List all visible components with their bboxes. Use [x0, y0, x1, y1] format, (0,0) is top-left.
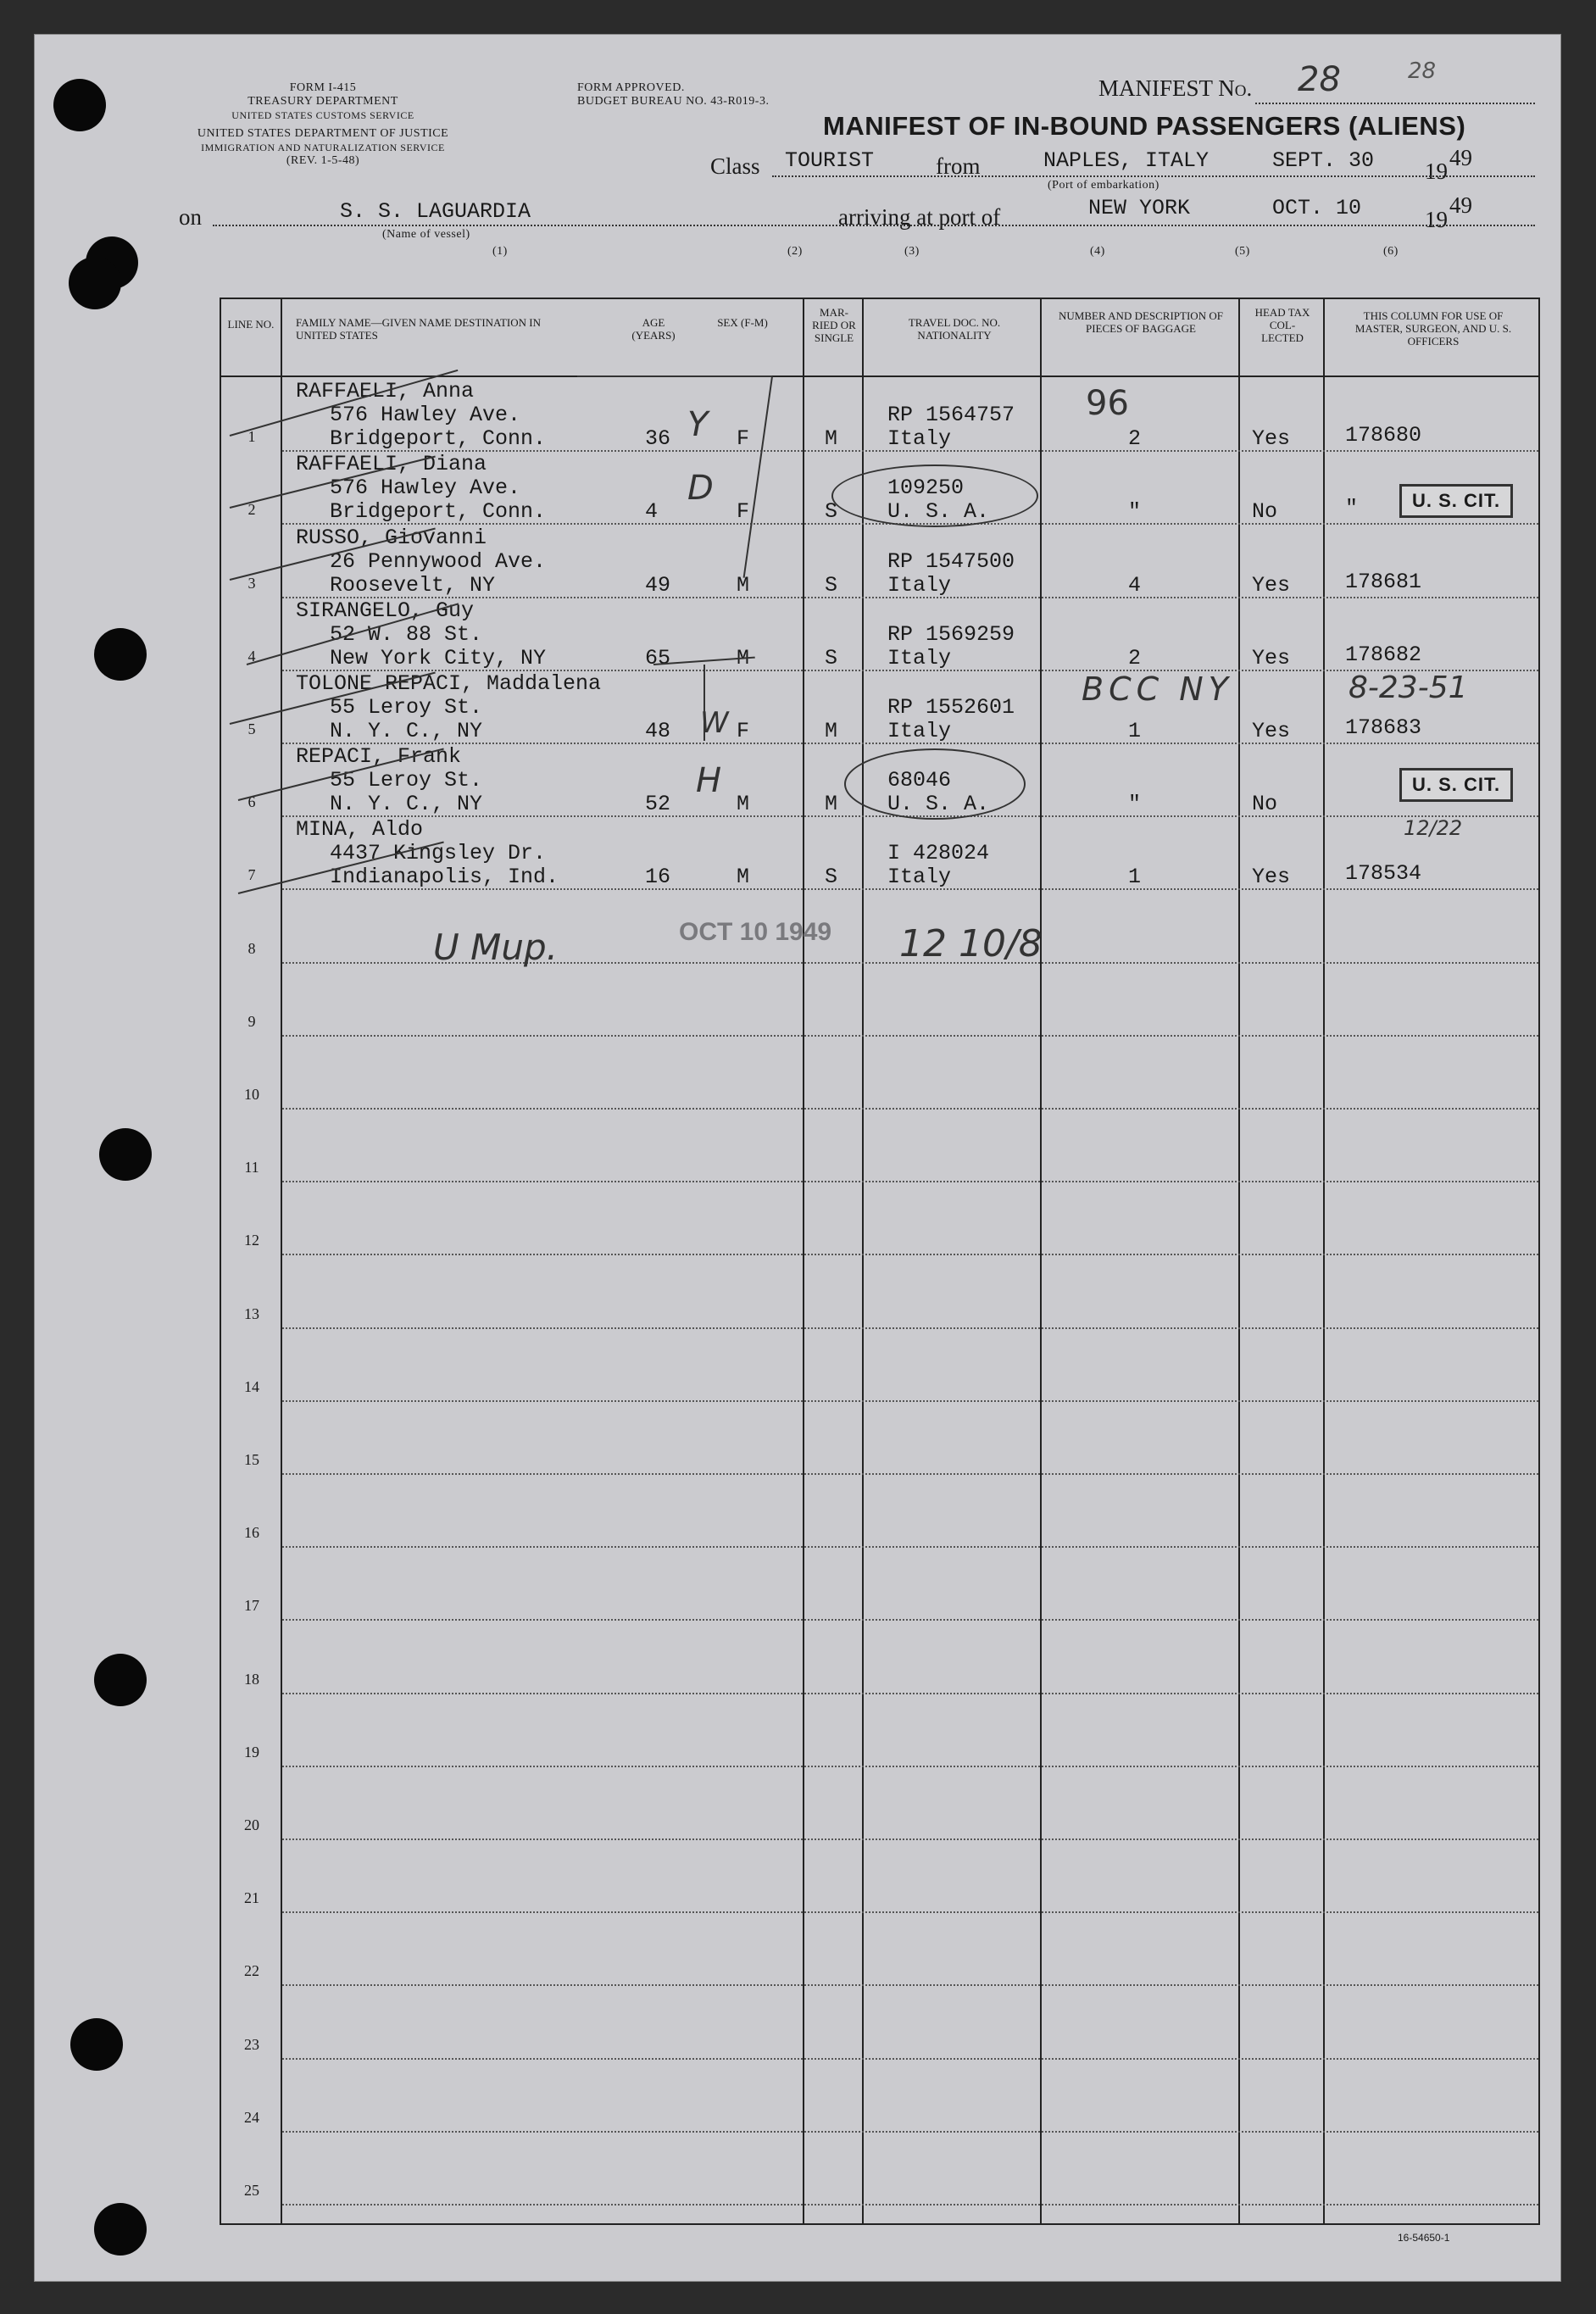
row-divider	[282, 1181, 1538, 1182]
passenger-age: 36	[645, 426, 671, 452]
line-number: 22	[244, 1962, 259, 1980]
dept-treasury: TREASURY DEPARTMENT	[247, 95, 398, 108]
col-num-1: (1)	[492, 245, 508, 258]
marital-status: S	[825, 645, 838, 670]
header-name: FAMILY NAME—GIVEN NAME DESTINATION IN UNITED STATES	[296, 316, 542, 342]
form-number: FORM I-415	[289, 81, 357, 94]
line-number: 19	[244, 1743, 259, 1761]
line-number: 12	[244, 1232, 259, 1249]
line-number: 18	[244, 1670, 259, 1688]
nationality: U. S. A.	[887, 792, 990, 817]
nationality: Italy	[887, 865, 952, 890]
header-officers: THIS COLUMN FOR USE OF MASTER, SURGEON, AND U. S. OFFICERS	[1354, 309, 1512, 348]
form-revision: (REV. 1-5-48)	[286, 154, 360, 167]
header-age: AGE (YEARS)	[631, 316, 676, 342]
col-num-5: (5)	[1235, 245, 1250, 258]
col-num-4: (4)	[1090, 245, 1105, 258]
line-number: 16	[244, 1524, 259, 1542]
manifest-sheet	[34, 34, 1561, 2282]
passenger-sex: F	[737, 719, 750, 743]
arriving-label: arriving at port of	[838, 204, 1001, 230]
budget-bureau: BUDGET BUREAU NO. 43-R019-3.	[577, 95, 770, 108]
passenger-sex: M	[737, 645, 750, 670]
baggage-count: 1	[1128, 865, 1142, 890]
year-prefix-2: 19	[1425, 207, 1448, 232]
head-tax: No	[1252, 499, 1278, 525]
row-divider	[282, 1473, 1538, 1475]
header-baggage: NUMBER AND DESCRIPTION OF PIECES OF BAGGAGE	[1059, 309, 1223, 335]
baggage-count: 2	[1128, 426, 1142, 452]
header-line-no: LINE NO.	[227, 318, 275, 331]
passenger-name: REPACI, Frank	[296, 744, 462, 770]
passenger-age: 65	[645, 645, 671, 670]
circled-doc-row2	[831, 464, 1038, 527]
punch-hole	[70, 2018, 123, 2071]
address-street: 55 Leroy St.	[330, 695, 483, 720]
travel-doc-number: RP 1564757	[887, 403, 1015, 428]
travel-doc-number: I 428024	[887, 841, 990, 866]
address-city: N. Y. C., NY	[330, 792, 483, 817]
header-head-tax: HEAD TAX COL-LECTED	[1254, 306, 1310, 344]
hw-number-note: 12/22	[1404, 816, 1463, 840]
line-number: 4	[247, 647, 256, 665]
vessel-note: (Name of vessel)	[382, 228, 470, 241]
hw-row8-signature: U Mup.	[433, 926, 558, 968]
arrival-port: NEW YORK	[1088, 196, 1191, 220]
year-suffix-1: 49	[1449, 145, 1472, 170]
punch-hole	[69, 257, 121, 309]
passenger-sex: M	[737, 792, 750, 817]
on-label: on	[179, 204, 202, 230]
line-number: 7	[247, 866, 256, 884]
header-travel-doc: TRAVEL DOC. NO. NATIONALITY	[908, 316, 1001, 342]
line-number: 8	[247, 939, 256, 957]
line-number: 9	[247, 1012, 256, 1030]
baggage-count: "	[1128, 499, 1142, 525]
row-divider	[282, 1327, 1538, 1329]
marital-status: S	[825, 865, 838, 890]
line-number: 10	[244, 1086, 259, 1103]
line-number: 15	[244, 1451, 259, 1468]
passenger-name: RAFFAELI, Diana	[296, 452, 487, 477]
class-value: TOURIST	[785, 148, 875, 173]
line-number: 24	[244, 2108, 259, 2126]
col-num-2: (2)	[787, 245, 803, 258]
hw-mark-row2: D	[687, 469, 714, 508]
nationality: Italy	[887, 426, 952, 452]
passenger-sex: F	[737, 426, 750, 452]
year-suffix-2: 49	[1449, 192, 1472, 218]
address-street: 4437 Kingsley Dr.	[330, 841, 547, 866]
class-label: Class	[710, 153, 760, 179]
from-label: from	[936, 153, 981, 179]
passenger-age: 4	[645, 499, 659, 525]
line-number: 20	[244, 1816, 259, 1833]
address-street: 576 Hawley Ave.	[330, 476, 521, 501]
head-tax: Yes	[1252, 572, 1291, 598]
hw-row8-doc: 12 10/8	[899, 922, 1043, 965]
row-divider	[282, 1546, 1538, 1548]
address-city: Bridgeport, Conn.	[330, 426, 547, 452]
row-divider	[282, 1619, 1538, 1621]
punch-hole	[53, 79, 106, 131]
form-approved: FORM APPROVED.	[577, 81, 685, 94]
vessel-name: S. S. LAGUARDIA	[340, 199, 531, 224]
baggage-note: 96	[1086, 384, 1129, 423]
line-number: 25	[244, 2182, 259, 2199]
baggage-count: 4	[1128, 572, 1142, 598]
passenger-name: TOLONE REPACI, Maddalena	[296, 671, 602, 696]
line-number: 21	[244, 1889, 259, 1907]
hw-date-note: 8-23-51	[1349, 670, 1468, 705]
dept-immigration: IMMIGRATION AND NATURALIZATION SERVICE	[201, 142, 445, 153]
line-number: 23	[244, 2035, 259, 2053]
hw-mark-row5: W	[700, 706, 729, 740]
baggage-count: "	[1128, 792, 1142, 817]
row-divider	[282, 2058, 1538, 2060]
manifest-no-label: MANIFEST No.	[1098, 75, 1253, 101]
address-city: Bridgeport, Conn.	[330, 499, 547, 525]
nationality: U. S. A.	[887, 499, 990, 525]
faint-date-stamp: OCT 10 1949	[679, 918, 832, 946]
hw-mark-row1: Y	[687, 405, 709, 444]
line-number: 3	[247, 574, 256, 592]
baggage-count: 1	[1128, 719, 1142, 743]
line-number: 14	[244, 1377, 259, 1395]
passenger-name: MINA, Aldo	[296, 817, 424, 843]
travel-doc-number: RP 1547500	[887, 548, 1015, 574]
dept-customs: UNITED STATES CUSTOMS SERVICE	[231, 109, 414, 121]
row-divider	[282, 1254, 1538, 1255]
officer-number: "	[1345, 496, 1359, 521]
address-city: Indianapolis, Ind.	[330, 865, 559, 890]
circled-doc-row6	[844, 748, 1026, 820]
address-city: New York City, NY	[330, 645, 547, 670]
travel-doc-number: RP 1569259	[887, 621, 1015, 647]
row-divider	[282, 1766, 1538, 1767]
hw-mark-row6: H	[696, 761, 722, 800]
marital-status: S	[825, 572, 838, 598]
row-divider	[282, 1693, 1538, 1694]
line-number: 1	[247, 428, 256, 446]
row-divider	[282, 1838, 1538, 1840]
manifest-no-value-2: 28	[1408, 58, 1437, 84]
address-city: N. Y. C., NY	[330, 719, 483, 743]
passenger-age: 49	[645, 572, 671, 598]
passenger-sex: M	[737, 572, 750, 598]
marital-status: M	[825, 719, 838, 743]
passenger-age: 48	[645, 719, 671, 743]
nationality: Italy	[887, 645, 952, 670]
marital-status: S	[825, 499, 838, 525]
officer-number: 178683	[1345, 715, 1422, 740]
address-street: 55 Leroy St.	[330, 768, 483, 793]
col-num-3: (3)	[904, 245, 920, 258]
passenger-name: RAFFAELI, Anna	[296, 379, 475, 404]
officer-number: 178680	[1345, 423, 1422, 448]
travel-doc-number: 68046	[887, 768, 952, 793]
row-divider	[282, 2131, 1538, 2133]
officer-number: 178534	[1345, 861, 1422, 887]
marital-status: M	[825, 426, 838, 452]
header-sex: SEX (F-M)	[717, 316, 768, 329]
head-tax: Yes	[1252, 426, 1291, 452]
dept-justice: UNITED STATES DEPARTMENT OF JUSTICE	[197, 127, 449, 140]
hw-bcc-note: BCC NY	[1082, 670, 1233, 708]
address-street: 26 Pennywood Ave.	[330, 548, 547, 574]
passenger-sex: M	[737, 865, 750, 890]
manifest-no-value: 28	[1298, 60, 1341, 99]
head-tax: Yes	[1252, 865, 1291, 890]
address-street: 576 Hawley Ave.	[330, 403, 521, 428]
passenger-name: SIRANGELO, Guy	[296, 598, 475, 623]
col-num-6: (6)	[1383, 245, 1399, 258]
row-divider	[282, 2204, 1538, 2206]
nationality: Italy	[887, 572, 952, 598]
from-value: NAPLES, ITALY	[1043, 148, 1210, 173]
punch-hole	[94, 628, 147, 681]
head-tax: Yes	[1252, 645, 1291, 670]
year-prefix-1: 19	[1425, 159, 1448, 184]
line-number: 17	[244, 1597, 259, 1615]
officer-number: 178681	[1345, 569, 1422, 594]
travel-doc-number: 109250	[887, 476, 965, 501]
arrival-date-sept: SEPT. 30	[1272, 148, 1375, 173]
punch-hole	[94, 2203, 147, 2256]
footer-code: 16-54650-1	[1398, 2232, 1450, 2244]
page-title: MANIFEST OF IN-BOUND PASSENGERS (ALIENS)	[823, 111, 1466, 141]
marital-status: M	[825, 792, 838, 817]
arrival-date-oct: OCT. 10	[1272, 196, 1362, 220]
address-street: 52 W. 88 St.	[330, 621, 483, 647]
us-citizen-stamp-row6: U. S. CIT.	[1399, 768, 1513, 802]
row-divider	[282, 1984, 1538, 1986]
header-married: MAR-RIED OR SINGLE	[812, 306, 856, 344]
travel-doc-number: RP 1552601	[887, 695, 1015, 720]
nationality: Italy	[887, 719, 952, 743]
us-citizen-stamp-row2: U. S. CIT.	[1399, 484, 1513, 518]
row-divider	[282, 1035, 1538, 1037]
line-number: 6	[247, 793, 256, 811]
baggage-count: 2	[1128, 645, 1142, 670]
passenger-age: 52	[645, 792, 671, 817]
line-number: 13	[244, 1304, 259, 1322]
embarkation-note: (Port of embarkation)	[1048, 179, 1159, 192]
address-city: Roosevelt, NY	[330, 572, 496, 598]
line-number: 2	[247, 501, 256, 519]
row-divider	[282, 1911, 1538, 1913]
punch-hole	[94, 1654, 147, 1706]
row-divider	[282, 1400, 1538, 1402]
punch-hole	[99, 1128, 152, 1181]
head-tax: No	[1252, 792, 1278, 817]
row-divider	[282, 1108, 1538, 1110]
passenger-age: 16	[645, 865, 671, 890]
head-tax: Yes	[1252, 719, 1291, 743]
passenger-table	[220, 298, 1540, 2225]
line-number: 5	[247, 720, 256, 737]
passenger-sex: F	[737, 499, 750, 525]
passenger-name: RUSSO, Giovanni	[296, 525, 487, 550]
officer-number: 178682	[1345, 642, 1422, 667]
line-number: 11	[244, 1159, 259, 1176]
